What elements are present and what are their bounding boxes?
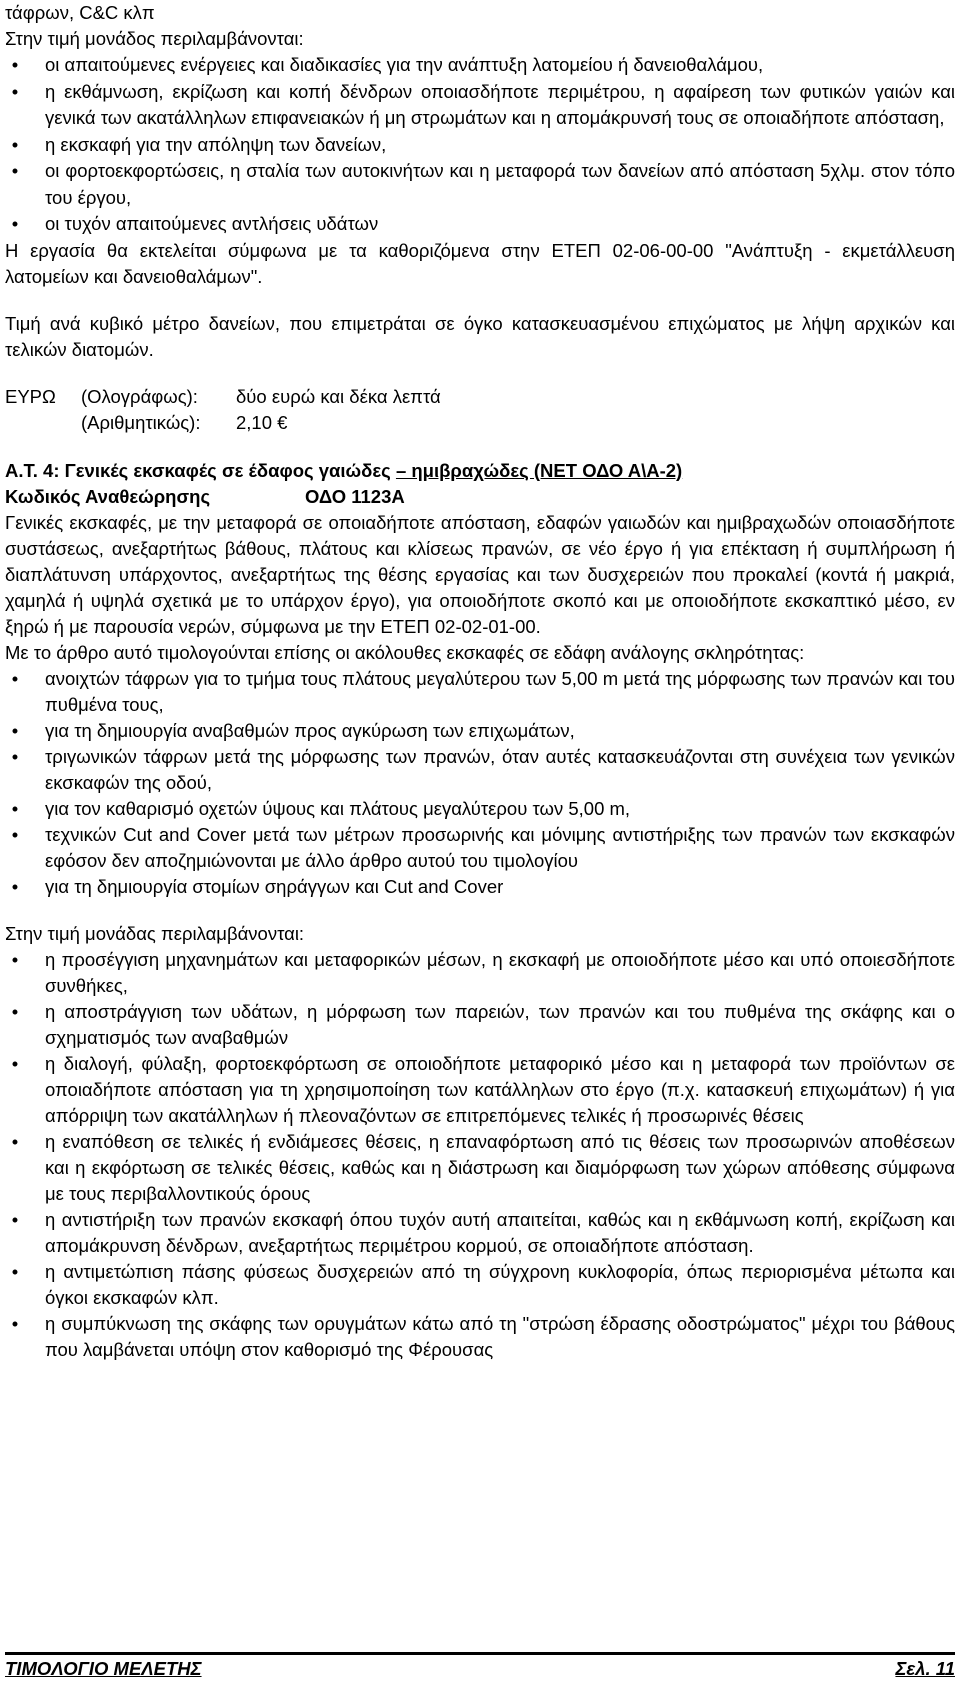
price-in-words: δύο ευρώ και δέκα λεπτά: [236, 385, 441, 407]
bullet-icon: •: [11, 719, 19, 741]
page-footer: [5, 1652, 955, 1687]
list-item: • η αντιστήριξη των πρανών εκσκαφή όπου τυχόν αυτή απαιτείται, καθώς και η εκθάμνωση κοπή, εκρίζωση και απομάκρυνση δένδρων, ανεξαρτήτως περιμέτρου κορμού, σε οποιαδήποτε απόσταση.: [5, 1207, 955, 1259]
bullet-icon: •: [11, 1052, 19, 1074]
bullet-icon: •: [11, 1208, 19, 1230]
bullet-icon: •: [11, 54, 19, 75]
price-numeric: 2,10 €: [236, 411, 288, 433]
bullet-icon: •: [11, 160, 19, 181]
list-item: • η συμπύκνωση της σκάφης των ορυγμάτων κάτω από τη "στρώση έδρασης οδοστρώματος" μέχρι του βάθους που λαμβάνεται υπόψη στον καθορισμό της Φέρουσας: [5, 1311, 955, 1363]
includes-heading: Στην τιμή μονάδος περιλαμβάνονται:: [5, 28, 304, 49]
list-item: • η εκθάμνωση, εκρίζωση και κοπή δένδρων οποιασδήποτε περιμέτρου, η αφαίρεση των φυτικών γαιών και γενικά των ακατάλληλων επιφανειακών ή μη στρωμάτων και η απομάκρυνσή τους σε οποιαδήποτε απόσταση,: [5, 79, 955, 132]
list-item: • η διαλογή, φύλαξη, φορτοεκφόρτωση σε οποιοδήποτε μεταφορικό μέσο και η μεταφορά των προϊόντων σε οποιαδήποτε απόσταση για τη χρησιμοποίηση των κατάλληλων στο έργο (π.χ. κατασκευή επιχωμάτων) ή για απόρριψη των ακατάλληλων ή πλεοναζόντων σε επιτρεπόμενες τελικές ή προσωρινές θέσεις: [5, 1051, 955, 1129]
list-item: • ανοιχτών τάφρων για το τμήμα τους πλάτους μεγαλύτερου των 5,00 m μετά της μόρφωσης των πρανών και του πυθμένα τους,: [5, 666, 955, 718]
revision-code: ΟΔΟ 1123Α: [305, 485, 405, 507]
execution-note: Η εργασία θα εκτελείται σύμφωνα με τα καθοριζόμενα στην ΕΤΕΠ 02-06-00-00 "Ανάπτυξη - εκμετάλλευση λατομείων και δανειοθαλάμων".: [5, 239, 955, 287]
revision-label: Κωδικός Αναθεώρησης: [5, 485, 211, 507]
article-title: Α.Τ. 4: Γενικές εκσκαφές σε έδαφος γαιώδες – ημιβραχώδες (ΝΕΤ ΟΔΟ Α\Α-2): [5, 459, 683, 481]
list-item: • οι φορτοεκφορτώσεις, η σταλία των αυτοκινήτων και η μεταφορά των δανείων από απόσταση 5χλμ. στον τόπο του έργου,: [5, 158, 955, 211]
list-item: • η αντιμετώπιση πάσης φύσεως δυσχερειών από τη σύγχρονη κυκλοφορία, όπως περιορισμένα μέτωπα και όγκοι εκσκαφών κλπ.: [5, 1259, 955, 1311]
numeric-label: (Αριθμητικώς):: [81, 411, 201, 433]
bullet-icon: •: [11, 80, 19, 102]
footer-doc-title: ΤΙΜΟΛΟΓΙΟ ΜΕΛΕΤΗΣ: [5, 1658, 202, 1679]
includes-list: [5, 947, 955, 1363]
list-item: • η προσέγγιση μηχανημάτων και μεταφορικών μέσων, η εκσκαφή με οποιοδήποτε μέσο και υπό οποιεσδήποτε συνθήκες,: [5, 947, 955, 999]
bullet-icon: •: [11, 1130, 19, 1152]
list-item: • οι απαιτούμενες ενέργειες και διαδικασίες για την ανάπτυξη λατομείου ή δανειοθαλάμου,: [5, 52, 955, 79]
bullet-icon: •: [11, 745, 19, 767]
list-item: • για τη δημιουργία στομίων σηράγγων και Cut and Cover: [5, 874, 955, 900]
bullet-icon: •: [11, 1000, 19, 1022]
price-words-row: [5, 384, 955, 410]
bullet-icon: •: [11, 875, 19, 897]
bullet-icon: •: [11, 948, 19, 970]
list-item: • τριγωνικών τάφρων μετά της μόρφωσης των πρανών, όταν αυτές κατασκευάζονται στη συνέχεια των γενικών εκσκαφών της οδού,: [5, 744, 955, 796]
carry-over-line: τάφρων, C&C κλπ: [5, 2, 155, 23]
list-item: • τεχνικών Cut and Cover μετά των μέτρων προσωρινής και μόνιμης αντιστήριξης των πρανών των εκσκαφών εφόσον δεν αποζημιώνονται με άλλο άρθρο αυτού του τιμολογίου: [5, 822, 955, 874]
euro-icon: €: [277, 411, 288, 433]
article-description: Γενικές εκσκαφές, με την μεταφορά σε οποιαδήποτε απόσταση, εδαφών γαιωδών και ημιβραχωδών οποιασδήποτε συστάσεως, ανεξαρτήτως βάθους, πλάτους και κλίσεως πρανών, σε νέο έργο ή για επέκταση ή συμπλήρωση ή διαπλάτυνση υπάρχοντος, ανεξαρτήτως της θέσης εργασίας και των δυσχερειών που προκαλεί (κοντά ή μακριά, χαμηλά ή υψηλά σχετικά με το υπάρχον έργο), για οποιοδήποτε σκοπό και με οποιοδήποτε εκσκαπτικό μέσο, εν ξηρώ ή με παρουσία νερών, σύμφωνα με την ΕΤΕΠ 02-02-01-00.: [5, 511, 955, 637]
footer-page-number: Σελ. 11: [895, 1658, 955, 1679]
price-numeric-row: [5, 410, 955, 436]
list-item: • για τη δημιουργία αναβαθμών προς αγκύρωση των επιχωμάτων,: [5, 718, 955, 744]
also-priced-intro: Με το άρθρο αυτό τιμολογούνται επίσης οι ακόλουθες εκσκαφές σε εδάφη ανάλογης σκληρότητας:: [5, 641, 805, 663]
words-label: (Ολογράφως):: [81, 385, 198, 407]
bullet-icon: •: [11, 667, 19, 689]
list-item: • οι τυχόν απαιτούμενες αντλήσεις υδάτων: [5, 211, 955, 238]
bullet-icon: •: [11, 797, 19, 819]
unit-price-note: Τιμή ανά κυβικό μέτρο δανείων, που επιμετράται σε όγκο κατασκευασμένου επιχώματος με λήψη αρχικών και τελικών διατομών.: [5, 312, 955, 360]
list-item: • για τον καθαρισμό οχετών ύψους και πλάτους μεγαλύτερου των 5,00 m,: [5, 796, 955, 822]
list-item: • η εκσκαφή για την απόληψη των δανείων,: [5, 132, 955, 159]
list-item: • η αποστράγγιση των υδάτων, η μόρφωση των παρειών, των πρανών και του πυθμένα της σκάφης και ο σχηματισμός των αναβαθμών: [5, 999, 955, 1051]
list-item: • η εναπόθεση σε τελικές ή ενδιάμεσες θέσεις, η επαναφόρτωση από τις θέσεις των προσωρινών αποθέσεων και η εκφόρτωση σε τελικές θέσεις, καθώς και η διάστρωση και διαμόρφωση των χώρων απόθεσης σύμφωνα με τους περιβαλλοντικούς όρους: [5, 1129, 955, 1207]
bullet-icon: •: [11, 133, 19, 155]
currency-label: ΕΥΡΩ: [5, 385, 56, 407]
document-page: [5, 0, 955, 1363]
bullet-icon: •: [11, 1260, 19, 1282]
unit-price-includes-heading: Στην τιμή μονάδας περιλαμβάνονται:: [5, 922, 305, 944]
bullet-icon: •: [11, 823, 19, 845]
bullet-icon: •: [11, 213, 19, 234]
bullet-icon: •: [11, 1312, 19, 1334]
excavations-list: [5, 666, 955, 900]
revision-row: [5, 484, 955, 510]
top-bullet-list: [5, 52, 955, 238]
